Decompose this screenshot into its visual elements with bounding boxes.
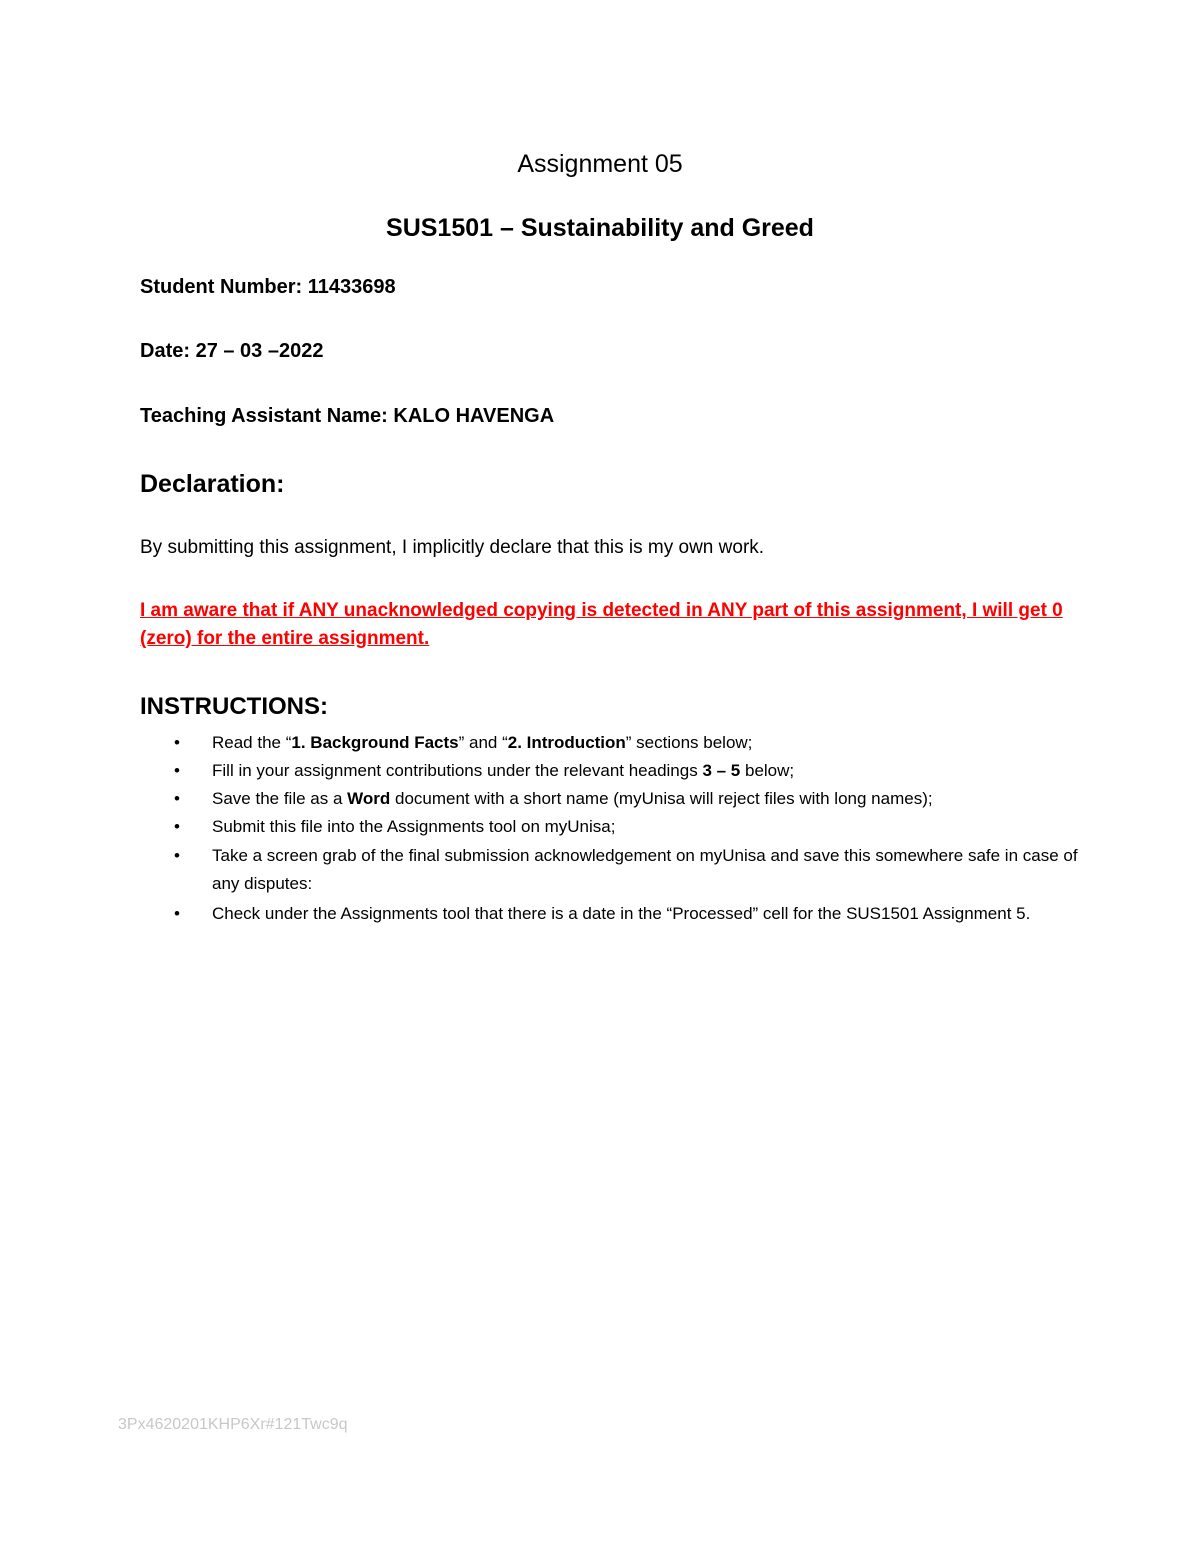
assignment-title: Assignment 05 (517, 150, 683, 178)
emphasis-text: 2. Introduction (507, 733, 626, 752)
list-item: • Save the file as a Word document with a short name (myUnisa will reject files with long names); (140, 786, 1080, 811)
bullet-icon: • (174, 789, 180, 808)
emphasis-text: 1. Background Facts (291, 733, 459, 752)
list-item: • Check under the Assignments tool that there is a date in the “Processed” cell for the SUS1501 Assignment 5. (140, 901, 1080, 927)
course-subtitle: SUS1501 – Sustainability and Greed (386, 214, 814, 242)
list-item: • Take a screen grab of the final submission acknowledgement on myUnisa and save this somewhere safe in case of any disputes: (140, 842, 1080, 898)
bullet-icon: • (174, 733, 180, 752)
declaration-text: By submitting this assignment, I implicitly declare that this is my own work. (140, 537, 765, 558)
instructions-list (140, 730, 1080, 930)
submission-date: Date: 27 – 03 –2022 (140, 340, 324, 362)
list-item: • Fill in your assignment contributions under the relevant headings 3 – 5 below; (140, 758, 1080, 783)
student-number: Student Number: 11433698 (140, 276, 396, 298)
instructions-heading: INSTRUCTIONS: (140, 693, 328, 720)
bullet-icon: • (174, 846, 180, 865)
emphasis-text: 3 – 5 (702, 761, 741, 780)
plagiarism-warning: I am aware that if ANY unacknowledged copying is detected in ANY part of this assignment, I will get 0 (zero) for the entire assignment. (140, 600, 1063, 649)
bullet-icon: • (174, 761, 180, 780)
bullet-icon: • (174, 817, 180, 836)
declaration-heading: Declaration: (140, 470, 285, 498)
document-code-watermark: 3Px4620201KHP6Xr#121Twc9q (118, 1416, 348, 1433)
bullet-icon: • (174, 904, 180, 923)
teaching-assistant-name: Teaching Assistant Name: KALO HAVENGA (140, 405, 555, 427)
list-item: • Read the “1. Background Facts” and “2. Introduction” sections below; (140, 730, 1080, 755)
list-item: • Submit this file into the Assignments tool on myUnisa; (140, 814, 1080, 839)
emphasis-text: Word (347, 789, 391, 808)
